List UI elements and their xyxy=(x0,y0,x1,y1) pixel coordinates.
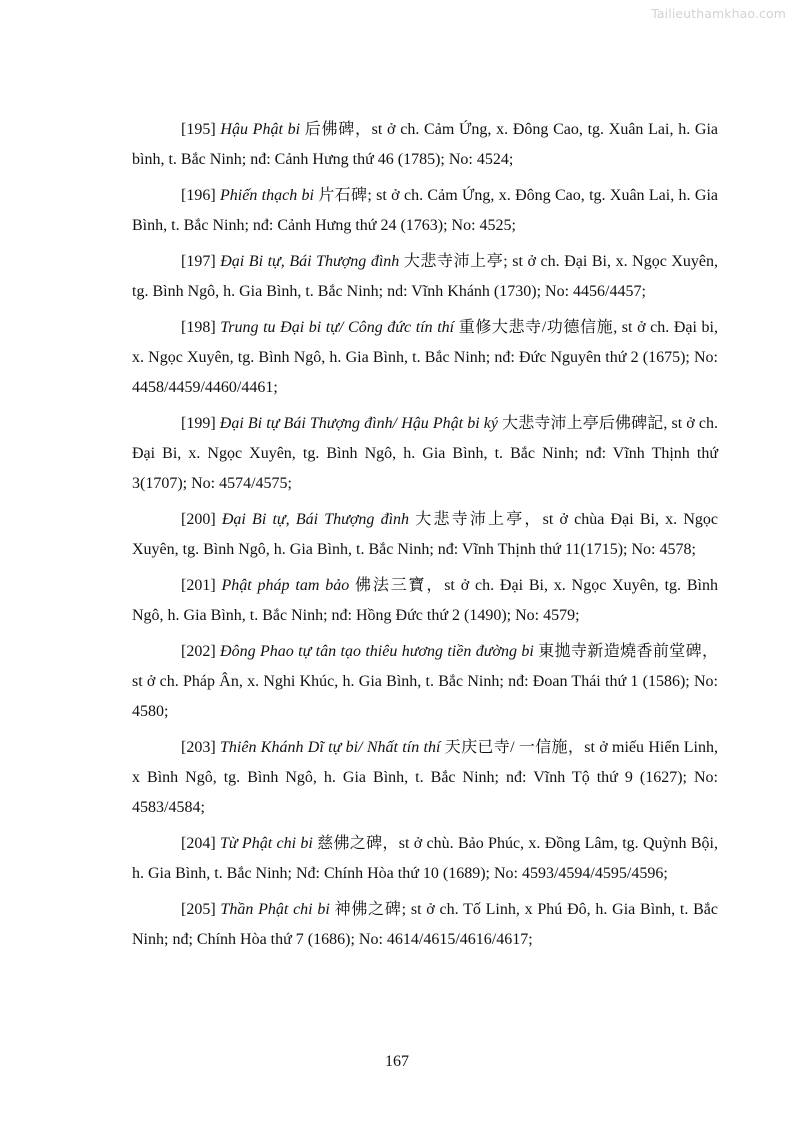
entry-details: 后佛碑，st ở ch. Cảm Ứng, x. Đông Cao, tg. Xuân Lai, h. Gia bình, t. Bắc Ninh; nđ: Cảnh Hưng thứ 46 (1785); No: 4524; xyxy=(132,121,719,168)
entry-number: [196] xyxy=(181,187,216,204)
entry-number: [195] xyxy=(181,121,216,138)
entry-title: Trung tu Đại bi tự/ Công đức tín thí xyxy=(220,319,455,336)
entry-title: Hậu Phật bi xyxy=(220,121,301,138)
entry-details: 大悲寺沛上亭; st ở ch. Đại Bi, x. Ngọc Xuyên, tg. Bình Ngô, h. Gia Bình, t. Bắc Ninh; nd: Vĩnh Khánh (1730); No: 4456/4457; xyxy=(132,253,719,300)
entry-number: [199] xyxy=(181,415,216,432)
reference-entry-199 xyxy=(132,409,718,499)
entry-title: Thiên Khánh Dĩ tự bi/ Nhất tín thí xyxy=(220,739,441,756)
page-number: 167 xyxy=(385,1053,409,1070)
entry-number: [197] xyxy=(181,253,216,270)
reference-entry-203 xyxy=(132,733,718,823)
entry-details: 神佛之碑; st ở ch. Tố Linh, x Phú Đô, h. Gia Bình, t. Bắc Ninh; nđ; Chính Hòa thứ 7 (1686); No: 4614/4615/4616/4617; xyxy=(132,901,718,948)
entry-details: 東拋寺新造燒香前堂碑， st ở ch. Pháp Ân, x. Nghi Khúc, h. Gia Bình, t. Bắc Ninh; nđ: Đoan Thái thứ 1 (1586); No: 4580; xyxy=(132,643,719,720)
entry-details: 大悲寺沛上亭，st ở chùa Đại Bi, x. Ngọc Xuyên, tg. Bình Ngô, h. Gia Bình, t. Bắc Ninh; nđ: Vĩnh Thịnh thứ 11(1715); No: 4578; xyxy=(132,511,719,558)
entry-title: Phiến thạch bi xyxy=(220,187,314,204)
entry-details: 片石碑; st ở ch. Cảm Ứng, x. Đông Cao, tg. Xuân Lai, h. Gia Bình, t. Bắc Ninh; nđ: Cảnh Hưng thứ 24 (1763); No: 4525; xyxy=(132,187,718,234)
entry-title: Từ Phật chi bi xyxy=(219,835,313,852)
reference-entry-205 xyxy=(132,895,718,955)
entry-title: Đại Bi tự, Bái Thượng đình xyxy=(220,253,400,270)
reference-entry-204 xyxy=(132,829,718,889)
entry-number: [204] xyxy=(181,835,216,852)
entry-number: [201] xyxy=(181,577,216,594)
document-body xyxy=(132,115,718,961)
entry-details: 佛法三寶，st ở ch. Đại Bi, x. Ngọc Xuyên, tg. Bình Ngô, h. Gia Bình, t. Bắc Ninh; nđ: Hồng Đức thứ 2 (1490); No: 4579; xyxy=(132,577,719,624)
entry-title: Đông Phao tự tân tạo thiêu hương tiền đường bi xyxy=(220,643,534,660)
entry-number: [205] xyxy=(181,901,216,918)
entry-details: 大悲寺沛上亭后佛碑記, st ở ch. Đại Bi, x. Ngọc Xuyên, tg. Bình Ngô, h. Gia Bình, t. Bắc Ninh; nđ: Vĩnh Thịnh thứ 3(1707); No: 4574/4575; xyxy=(132,415,718,492)
entry-details: 重修大悲寺/功德信施, st ở ch. Đại bi, x. Ngọc Xuyên, tg. Bình Ngô, h. Gia Bình, t. Bắc Ninh; nđ: Đức Nguyên thứ 2 (1675); No: 4458/4459/4460/4461; xyxy=(132,319,719,396)
reference-entry-196 xyxy=(132,181,718,241)
reference-entry-200 xyxy=(132,505,718,565)
reference-entry-201 xyxy=(132,571,718,631)
reference-entry-197 xyxy=(132,247,718,307)
reference-entry-198 xyxy=(132,313,718,403)
entry-details: 慈佛之碑，st ở chù. Bảo Phúc, x. Đồng Lâm, tg. Quỳnh Bội, h. Gia Bình, t. Bắc Ninh; Nđ: Chính Hòa thứ 10 (1689); No: 4593/4594/4595/4596; xyxy=(132,835,718,882)
entry-title: Thần Phật chi bi xyxy=(220,901,330,918)
entry-title: Đại Bi tự Bái Thượng đình/ Hậu Phật bi ký xyxy=(219,415,498,432)
entry-number: [203] xyxy=(181,739,216,756)
entry-details: 天庆已寺/ 一信施，st ở miếu Hiển Linh, x Bình Ngô, tg. Bình Ngô, h. Gia Bình, t. Bắc Ninh; nđ: Vĩnh Tộ thứ 9 (1627); No: 4583/4584; xyxy=(132,739,718,816)
entry-title: Đại Bi tự, Bái Thượng đình xyxy=(221,511,410,528)
entry-title: Phật pháp tam bảo xyxy=(221,577,350,594)
entry-number: [198] xyxy=(181,319,216,336)
entry-number: [202] xyxy=(181,643,216,660)
watermark: Tailieuthamkhao.com xyxy=(651,6,786,21)
entry-number: [200] xyxy=(181,511,216,528)
reference-entry-195 xyxy=(132,115,718,175)
reference-entry-202 xyxy=(132,637,718,727)
